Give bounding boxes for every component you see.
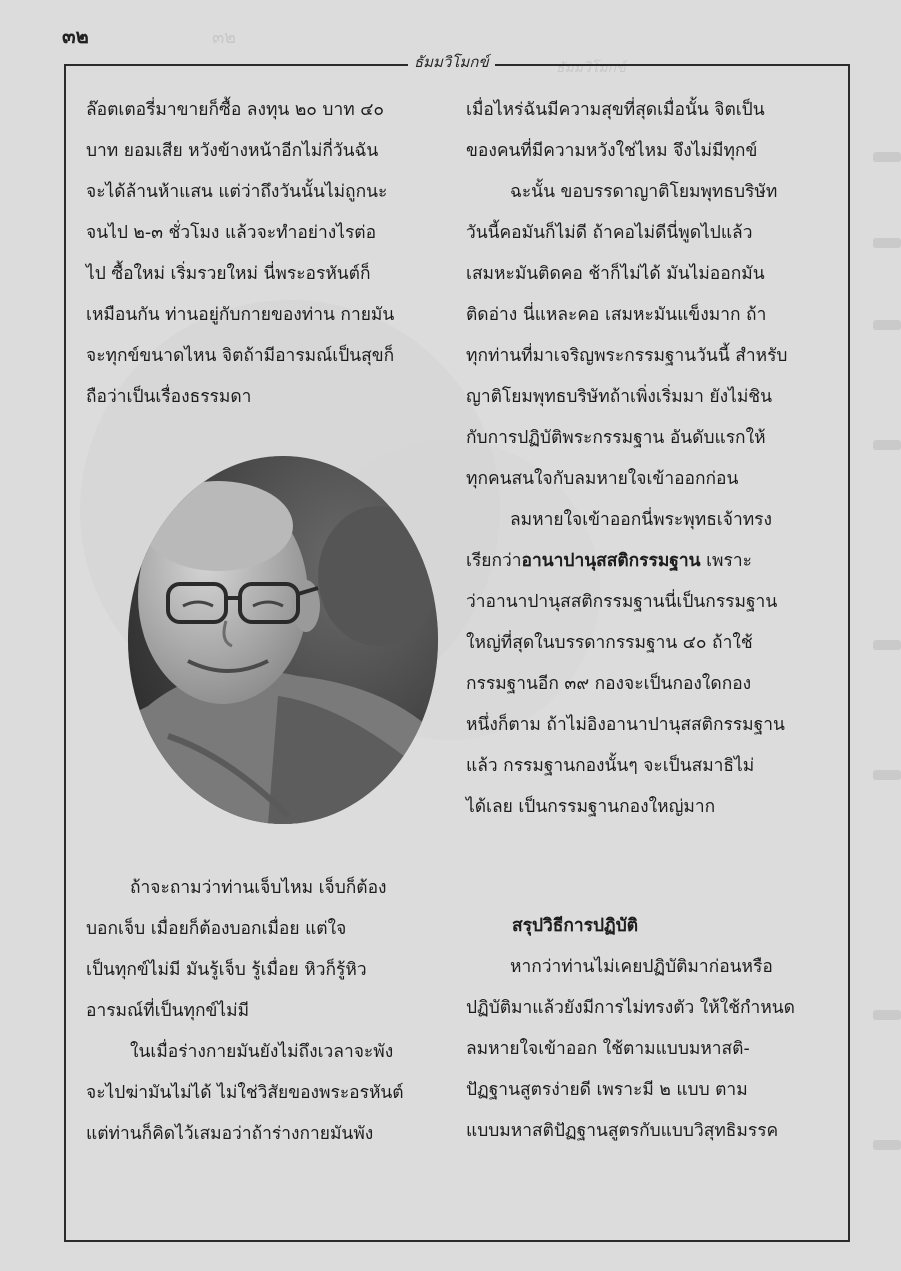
text-line: จะไปฆ่ามันไม่ได้ ไม่ใช่วิสัยของพระอรหันต์ (86, 1083, 404, 1103)
text-line: เสมหะมันติดคอ ช้าก็ไม่ได้ มันไม่ออกมัน (466, 264, 765, 284)
monk-portrait-photo (128, 456, 438, 824)
bleed-mark (873, 1140, 901, 1150)
text-line: ไป ซื้อใหม่ เริ่มรวยใหม่ นี่พระอรหันต์ก็ (86, 264, 371, 284)
text-line-with-bold-term (466, 541, 830, 582)
bleed-mark (873, 770, 901, 780)
text-line: จะได้ล้านห้าแสน แต่ว่าถึงวันนั้นไม่ถูกนะ (86, 182, 388, 202)
text-line: เป็นทุกข์ไม่มี มันรู้เจ็บ รู้เมื่อย หิวก็รู้หิว (86, 960, 367, 980)
right-column-bottom (466, 906, 830, 1152)
text-line: ทุกคนสนใจกับลมหายใจเข้าออกก่อน (466, 469, 739, 489)
text-line: บาท ยอมเสีย หวังข้างหน้าอีกไม่กี่วันฉัน (86, 141, 379, 161)
monk-portrait-illustration (128, 456, 438, 824)
bleed-mark (873, 440, 901, 450)
text-run: เพราะ (700, 551, 752, 571)
section-heading: สรุปวิธีการปฏิบัติ (512, 916, 639, 936)
text-line: ถือว่าเป็นเรื่องธรรมดา (86, 387, 252, 407)
bleed-mark (873, 320, 901, 330)
text-line: บอกเจ็บ เมื่อยก็ต้องบอกเมื่อย แต่ใจ (86, 919, 347, 939)
text-line: ทุกท่านที่มาเจริญพระกรรมฐานวันนี้ สำหรับ (466, 346, 788, 366)
bold-term: อานาปานุสสติกรรมฐาน (521, 551, 701, 571)
text-line: ฉะนั้น ขอบรรดาญาติโยมพุทธบริษัท (510, 182, 778, 202)
right-column-top (466, 90, 830, 828)
text-line: ของคนที่มีความหวังใช่ไหม จึงไม่มีทุกข์ (466, 141, 758, 161)
bleed-mark (873, 238, 901, 248)
text-line: ลมหายใจเข้าออกนี่พระพุทธเจ้าทรง (510, 510, 773, 530)
text-line: วันนี้คอมันก็ไม่ดี ถ้าคอไม่ดีนี่พูดไปแล้ว (466, 223, 753, 243)
text-line: ได้เลย เป็นกรรมฐานกองใหญ่มาก (466, 797, 716, 817)
text-line: หากว่าท่านไม่เคยปฏิบัติมาก่อนหรือ (510, 957, 773, 977)
bleed-through-page-number: ๓๒ (212, 27, 237, 48)
text-line: ในเมื่อร่างกายมันยังไม่ถึงเวลาจะพัง (130, 1042, 394, 1062)
text-line: แต่ท่านก็คิดไว้เสมอว่าถ้าร่างกายมันพัง (86, 1124, 374, 1144)
text-line: ปัฏฐานสูตรง่ายดี เพราะมี ๒ แบบ ตาม (466, 1080, 748, 1100)
bleed-mark (873, 640, 901, 650)
running-head: ธัมมวิโมกข์ (408, 50, 495, 74)
text-line: ปฏิบัติมาแล้วยังมีการไม่ทรงตัว ให้ใช้กำหนด (466, 998, 795, 1018)
page-number: ๓๒ (62, 24, 89, 48)
bleed-through-running-head: ธัมมวิโมกข์ (556, 60, 626, 76)
text-line: ใหญ่ที่สุดในบรรดากรรมฐาน ๔๐ ถ้าใช้ (466, 633, 753, 653)
left-column-bottom (86, 868, 440, 1155)
bleed-mark (873, 152, 901, 162)
text-line: แบบมหาสติปัฏฐานสูตรกับแบบวิสุทธิมรรค (466, 1121, 779, 1141)
text-line: หนึ่งก็ตาม ถ้าไม่อิงอานาปานุสสติกรรมฐาน (466, 715, 785, 735)
text-line: ว่าอานาปานุสสติกรรมฐานนี่เป็นกรรมฐาน (466, 592, 778, 612)
text-line: ลมหายใจเข้าออก ใช้ตามแบบมหาสติ- (466, 1039, 750, 1059)
text-run: เรียกว่า (466, 551, 522, 571)
text-line: กรรมฐานอีก ๓๙ กองจะเป็นกองใดกอง (466, 674, 752, 694)
text-line: ติดอ่าง นี่แหละคอ เสมหะมันแข็งมาก ถ้า (466, 305, 767, 325)
text-line: เมื่อไหร่ฉันมีความสุขที่สุดเมื่อนั้น จิตเป็น (466, 100, 765, 120)
text-line: ล๊อตเตอรี่มาขายก็ซื้อ ลงทุน ๒๐ บาท ๔๐ (86, 100, 385, 120)
text-line: จะทุกข์ขนาดไหน จิตถ้ามีอารมณ์เป็นสุขก็ (86, 346, 395, 366)
text-line: เหมือนกัน ท่านอยู่กับกายของท่าน กายมัน (86, 305, 395, 325)
text-line: อารมณ์ที่เป็นทุกข์ไม่มี (86, 1001, 250, 1021)
text-line: กับการปฏิบัติพระกรรมฐาน อันดับแรกให้ (466, 428, 766, 448)
bleed-mark (873, 1010, 901, 1020)
text-line: ถ้าจะถามว่าท่านเจ็บไหม เจ็บก็ต้อง (130, 878, 387, 898)
text-line: จนไป ๒-๓ ชั่วโมง แล้วจะทำอย่างไรต่อ (86, 223, 377, 243)
text-line: ญาติโยมพุทธบริษัทถ้าเพิ่งเริ่มมา ยังไม่ชิน (466, 387, 773, 407)
text-line: แล้ว กรรมฐานกองนั้นๆ จะเป็นสมาธิไม่ (466, 756, 755, 776)
left-column-top (86, 90, 440, 418)
